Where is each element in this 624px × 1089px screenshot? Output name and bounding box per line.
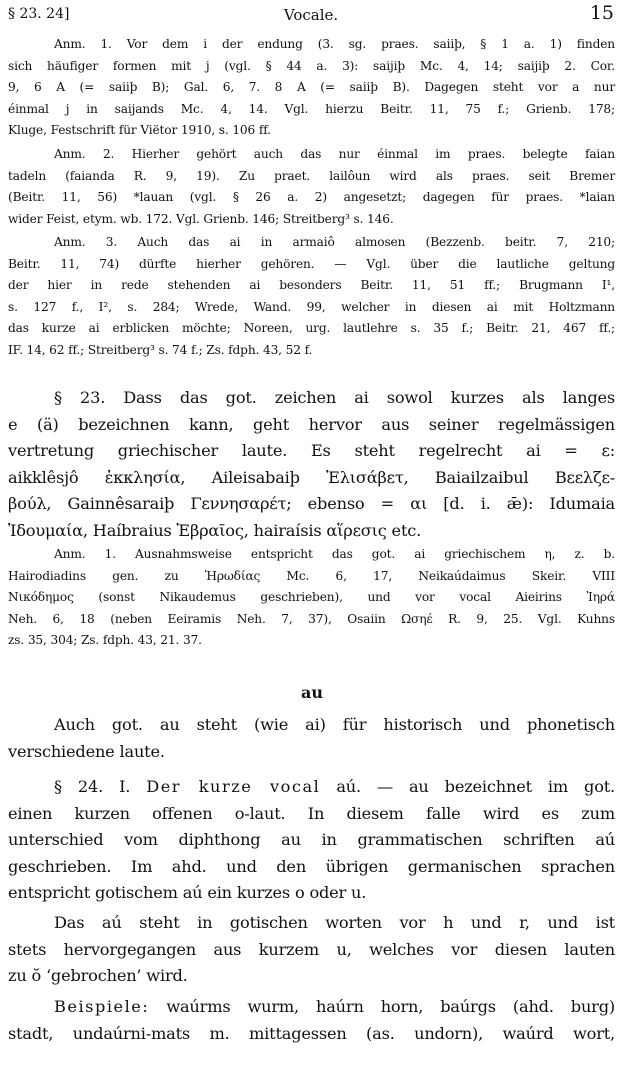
text-line: βούλ, Gainnêsaraiþ Γεννησαρέτ; ebenso = αι [d. i. ǣ): Idumaia	[8, 494, 615, 513]
section-range: § 23. 24]	[8, 6, 70, 22]
text-fragment: aú. — au bezeichnet im got.	[320, 777, 615, 796]
text-line: IF. 14, 62 ff.; Streitberg³ s. 74 f.; Zs. fdph. 43, 52 f.	[8, 342, 313, 357]
au-introduction	[8, 712, 615, 765]
text-line: § 23. Dass das got. zeichen ai sowol kurzes als langes	[54, 388, 615, 407]
text-line: 9, 6 A (= saiiþ B); Gal. 6, 7. 8 A (= saiiþ B). Dagegen steht vor a nur	[8, 80, 615, 94]
text-line	[8, 774, 615, 801]
paragraph-das-au	[8, 910, 615, 990]
spaced-label: Beispiele:	[54, 997, 150, 1016]
text-line: e (ä) bezeichnen kann, geht hervor aus seiner regelmässigen	[8, 414, 615, 434]
text-line: Anm. 1. Ausnahmsweise entspricht das got. ai griechischem η, z. b.	[54, 547, 615, 561]
note-anm3	[8, 232, 615, 361]
text-line	[8, 994, 615, 1021]
running-title: Vocale.	[283, 6, 339, 24]
text-line: (Beitr. 11, 56) *lauan (vgl. § 26 a. 2) angesetzt; dagegen für praes. *laian	[8, 190, 615, 204]
text-line: stets hervorgegangen aus kurzem u, welches vor diesen lauten	[8, 939, 615, 959]
paragraph-beispiele	[8, 994, 615, 1047]
text-line: Anm. 1. Vor dem i der endung (3. sg. praes. saiiþ, § 1 a. 1) finden	[54, 37, 615, 51]
text-line: Das aú steht in gotischen worten vor h und r, und ist	[54, 913, 615, 932]
text-line: s. 127 f., I², s. 284; Wrede, Wand. 99, welcher in diesen ai mit Holtzmann	[8, 299, 615, 314]
text-line: zu ŏ ‘gebrochen’ wird.	[8, 966, 188, 985]
text-line: Hairodiadins gen. zu Ἡρωδίας Mc. 6, 17, Neikaúdaimus Skeir. VIII	[8, 568, 615, 583]
text-line: das kurze ai erblicken möchte; Noreen, urg. lautlehre s. 35 f.; Beitr. 21, 467 ff.;	[8, 321, 615, 335]
text-line: Anm. 2. Hierher gehört auch das nur éinmal im praes. belegte faian	[54, 147, 615, 161]
text-line: verschiedene laute.	[8, 741, 165, 761]
text-line: Νικόδημος (sonst Nikaudemus geschrieben), und vor vocal Aieirins Ἰηρά	[8, 590, 615, 604]
text-line: der hier in rede stehenden ai besonders Beitr. 11, 51 ff.; Brugmann I¹,	[8, 278, 615, 292]
note-anm2	[8, 144, 615, 230]
text-line: einen kurzen offenen o-laut. In diesem falle wird es zum	[8, 803, 615, 823]
spaced-heading: Der kurze vocal	[146, 777, 321, 796]
text-line: Auch got. au steht (wie ai) für historisch und phonetisch	[54, 715, 615, 734]
text-line: tadeln (faianda R. 9, 19). Zu praet. lailôun wird als praes. seit Bremer	[8, 168, 615, 183]
text-fragment: waúrms wurm, haúrn horn, baúrgs (ahd. burg)	[149, 997, 615, 1016]
section-23	[8, 385, 615, 544]
note-anm1-section23	[8, 544, 615, 652]
page-number: 15	[589, 2, 614, 24]
text-line: sich häufiger formen mit j (vgl. § 44 a. 3): saijiþ Mc. 4, 14; saijiþ 2. Cor.	[8, 58, 615, 73]
text-line: Beitr. 11, 74) dürfte hierher gehören. — Vgl. über die lautliche geltung	[8, 256, 615, 271]
text-line: stadt, undaúrni-mats m. mittagessen (as. undorn), waúrd wort,	[8, 1023, 615, 1043]
note-anm1-section22	[8, 34, 615, 142]
text-line: Ἰδουμαία, Haíbraius Ἑβραῖος, hairaísis αἵρεσις etc.	[8, 520, 422, 540]
text-line: Neh. 6, 18 (neben Eeiramis Neh. 7, 37), Osaiin Ωσηέ R. 9, 25. Vgl. Kuhns	[8, 611, 615, 626]
text-line: zs. 35, 304; Zs. fdph. 43, 21. 37.	[8, 633, 202, 647]
text-line: Kluge, Festschrift für Viëtor 1910, s. 106 ff.	[8, 123, 271, 137]
section-24	[8, 774, 615, 907]
text-line: entspricht gotischem aú ein kurzes o oder u.	[8, 883, 367, 902]
running-header	[8, 2, 614, 28]
section-heading-au: au	[301, 683, 323, 702]
text-line: geschrieben. Im ahd. und den übrigen germanischen sprachen	[8, 856, 615, 876]
text-line: unterschied vom diphthong au in grammatischen schriften aú	[8, 830, 615, 849]
section-number: § 24. I.	[54, 777, 147, 796]
text-line: vertretung griechischer laute. Es steht regelrecht ai = ε:	[8, 441, 615, 460]
text-line: éinmal j in saijands Mc. 4, 14. Vgl. hierzu Beitr. 11, 75 f.; Grienb. 178;	[8, 101, 615, 116]
text-line: Anm. 3. Auch das ai in armaiô almosen (Bezzenb. beitr. 7, 210;	[54, 235, 615, 249]
text-line: wider Feist, etym. wb. 172. Vgl. Grienb. 146; Streitberg³ s. 146.	[8, 211, 394, 226]
text-line: aikklêsjô ἐκκλησία, Aileisabaiþ Ἐλισάβετ, Baiailzaibul Βεελζε-	[8, 467, 615, 487]
